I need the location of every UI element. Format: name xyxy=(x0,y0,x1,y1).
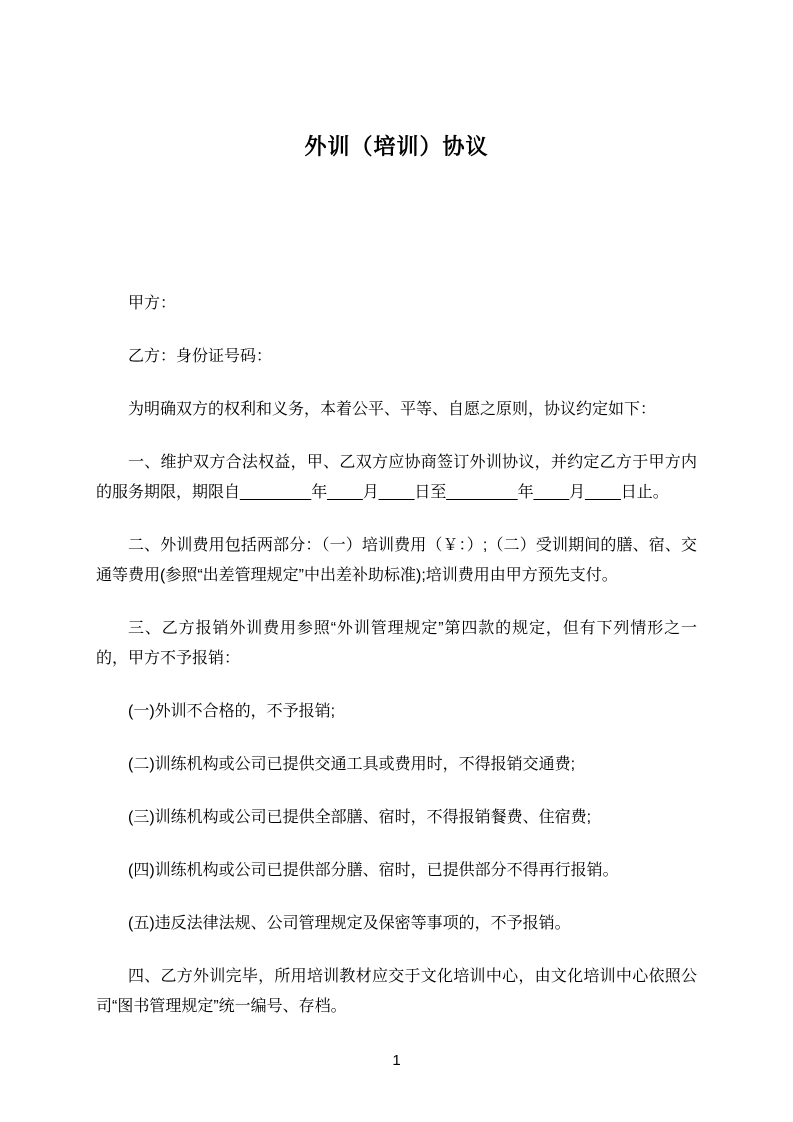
document-title: 外训（培训）协议 xyxy=(304,134,489,159)
party-a-line: 甲方： xyxy=(128,295,177,312)
preamble: 为明确双方的权利和义务，本着公平、平等、自愿之原则，协议约定如下： xyxy=(128,401,657,418)
clause-2: 二、外训费用包括两部分：（一）培训费用（￥：）;（二）受训期间的膳、宿、交通等费用(参照“出差管理规定”中出差补助标准);培训费用由甲方预先支付。 xyxy=(96,537,697,584)
clause-1: 一、维护双方合法权益，甲、乙双方应协商签订外训协议，并约定乙方于甲方内的服务期限，期限自________年____月____日至________年____月____日止。 xyxy=(96,454,697,501)
page-number: 1 xyxy=(392,1052,401,1069)
party-b-line: 乙方：身份证号码： xyxy=(128,348,273,365)
clause-3-item-4: (四)训练机构或公司已提供部分膳、宿时，已提供部分不得再行报销。 xyxy=(128,862,619,879)
clause-3-item-1: (一)外训不合格的，不予报销; xyxy=(128,703,336,720)
clause-3-item-2: (二)训练机构或公司已提供交通工具或费用时，不得报销交通费; xyxy=(128,756,576,773)
clause-4: 四、乙方外训完毕，所用培训教材应交于文化培训中心，由文化培训中心依照公司“图书管理规定”统一编号、存档。 xyxy=(96,968,697,1015)
clause-3: 三、乙方报销外训费用参照“外训管理规定”第四款的规定，但有下列情形之一的，甲方不予报销： xyxy=(96,620,697,667)
clause-3-item-5: (五)违反法律法规、公司管理规定及保密等事项的，不予报销。 xyxy=(128,915,571,932)
clause-3-item-3: (三)训练机构或公司已提供全部膳、宿时，不得报销餐费、住宿费; xyxy=(128,809,592,826)
